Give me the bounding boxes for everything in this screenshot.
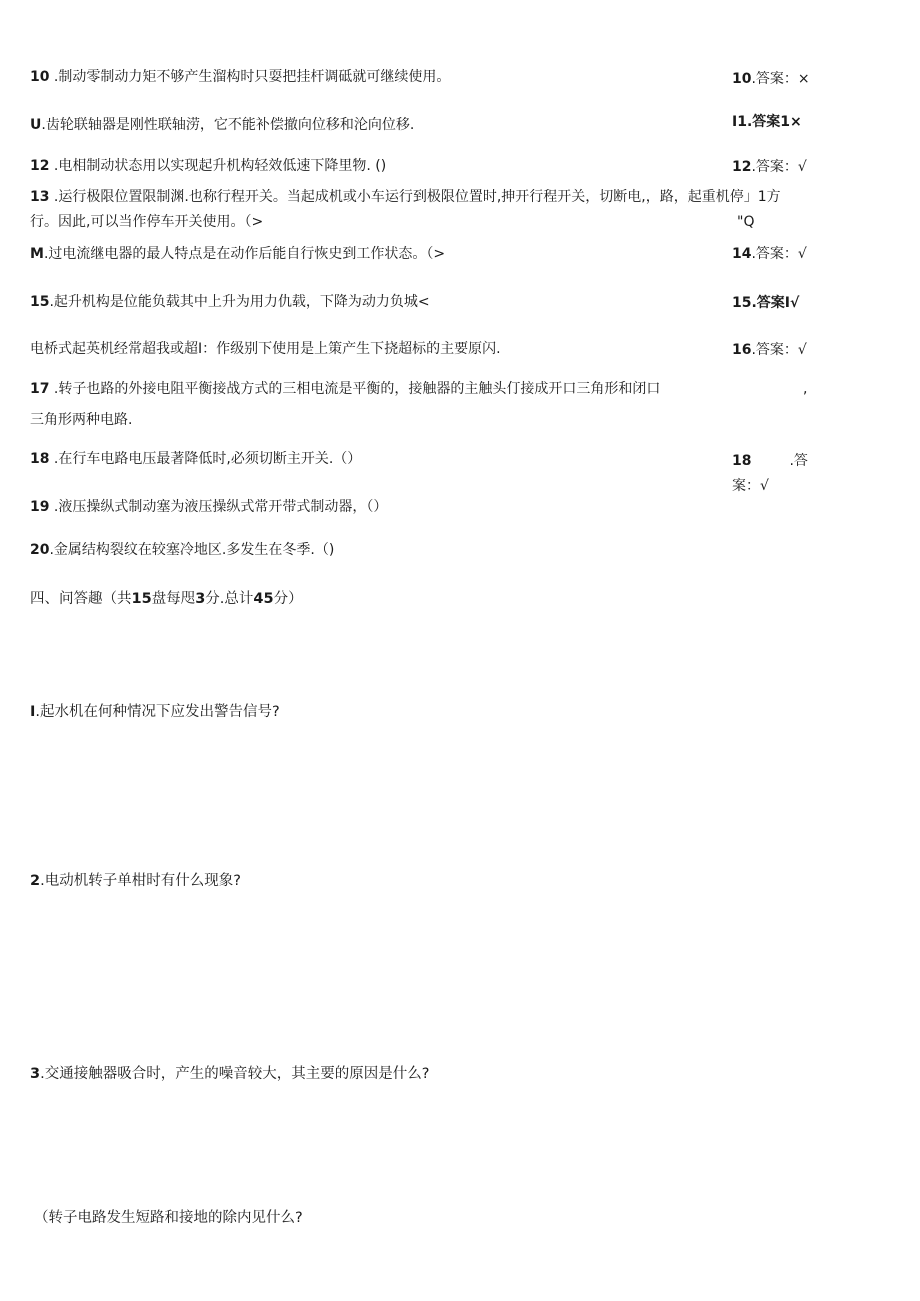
question-15 xyxy=(30,292,430,312)
question-number: 17 xyxy=(30,381,50,397)
question-text: .交通接触器吸合时，产生的噪音较大，其主要的原因是什么? xyxy=(40,1066,430,1082)
question-text: .液压操纵式制动塞为液压操纵式常开带式制动器，（） xyxy=(49,499,388,515)
question-19 xyxy=(30,497,387,517)
question-number: 18 xyxy=(30,451,50,467)
section-mid1: 盘每咫 xyxy=(151,591,196,607)
open-question-2 xyxy=(30,871,241,891)
open-question-4 xyxy=(34,1208,303,1228)
question-number: 10 xyxy=(30,69,50,85)
question-number: 13 xyxy=(30,189,50,205)
question-text: .运行极限位置限制渊.也称行程开关。当起成机或小车运行到极限位置时,抻开行程开关，切断电,，路，起重机停」1方 xyxy=(49,189,781,205)
open-question-3 xyxy=(30,1064,429,1084)
question-17-line2: 三角形两种电路. xyxy=(30,412,133,428)
question-text: .在行车电路电压最著降低时,必须切断主开关.（） xyxy=(49,451,362,467)
section-mid2: 分.总计 xyxy=(205,591,254,607)
answer-text: .答案1× xyxy=(746,114,802,130)
answer-17: , xyxy=(803,381,808,397)
question-number: 19 xyxy=(30,499,50,515)
section-prefix: 四、问答趣（共 xyxy=(30,591,132,607)
question-text: .电相制动状态用以实现起升机构轻效低速下降里物. () xyxy=(49,158,387,174)
answer-number: I1 xyxy=(732,114,747,130)
answer-15 xyxy=(732,293,799,313)
question-18 xyxy=(30,449,361,469)
open-question-1 xyxy=(30,702,280,722)
question-10 xyxy=(30,67,450,87)
answer-text: .答案：× xyxy=(751,71,810,87)
answer-text: .答案：√ xyxy=(751,342,807,358)
question-17 xyxy=(30,379,660,399)
question-number: 20 xyxy=(30,542,50,558)
question-number: M xyxy=(30,246,44,262)
answer-text: .答案：√ xyxy=(751,159,807,175)
question-text: .制动零制动力矩不够产生溜构时只耍把挂杆调砥就可继续使用。 xyxy=(49,69,451,85)
answer-text: .答 xyxy=(789,453,808,469)
answer-13: "Q xyxy=(737,214,755,230)
answer-11 xyxy=(732,112,802,132)
question-text: 电桥式起英机经常超我或超I：作级别下使用是上策产生下挠超标的主要原闪. xyxy=(30,341,501,357)
section-suffix: 分） xyxy=(273,591,303,607)
question-text: .起水机在何种情况下应发出警告信号? xyxy=(35,704,280,720)
answer-number: 15 xyxy=(732,295,752,311)
question-number: 15 xyxy=(30,294,50,310)
answer-16 xyxy=(732,340,807,360)
question-number: 12 xyxy=(30,158,50,174)
answer-14 xyxy=(732,244,807,264)
answer-number: 16 xyxy=(732,342,752,358)
question-text: .转子也路的外接电阻平衡接战方式的三相电流是平衡的，接触器的主触头仃接成开口三角形和闭口 xyxy=(49,381,661,397)
question-text: .金属结构裂纹在较塞冷地区.多发生在冬季.（) xyxy=(49,542,335,558)
question-14 xyxy=(30,244,445,264)
question-text: .过电流继电器的最人特点是在动作后能自行恢史到工作状态。（> xyxy=(43,246,446,262)
answer-18-line2: 案：√ xyxy=(732,478,769,494)
question-20 xyxy=(30,540,334,560)
question-13-line2: 行。因此,可以当作停车开关使用。（> xyxy=(30,214,264,230)
section-points-each: 3 xyxy=(195,591,206,607)
question-text: .起升机构是位能负载其中上升为用力仇载，下降为动力负城< xyxy=(49,294,430,310)
question-12 xyxy=(30,156,386,176)
question-number: 3 xyxy=(30,1066,41,1082)
question-16 xyxy=(30,339,501,359)
section-total: 45 xyxy=(253,591,274,607)
answer-18 xyxy=(732,451,808,471)
section-heading xyxy=(30,589,303,609)
question-text: （转子电路发生短路和接地的除内见什么? xyxy=(34,1210,303,1226)
answer-number: 14 xyxy=(732,246,752,262)
question-text: .电动机转子单柑时有什么现象? xyxy=(40,873,241,889)
answer-number: 12 xyxy=(732,159,752,175)
section-count: 15 xyxy=(131,591,152,607)
question-number: U xyxy=(30,117,42,133)
answer-number: 10 xyxy=(732,71,752,87)
answer-10 xyxy=(732,69,810,89)
question-13 xyxy=(30,187,781,207)
question-text: .齿轮联轴器是刚性联轴涝，它不能补偿撤向位移和沦向位移. xyxy=(41,117,415,133)
question-11 xyxy=(30,115,414,135)
answer-number: 18 xyxy=(732,453,752,469)
answer-text: .答案：√ xyxy=(751,246,807,262)
answer-12 xyxy=(732,157,807,177)
question-number: I xyxy=(30,704,36,720)
answer-text: .答案I√ xyxy=(751,295,800,311)
question-number: 2 xyxy=(30,873,41,889)
